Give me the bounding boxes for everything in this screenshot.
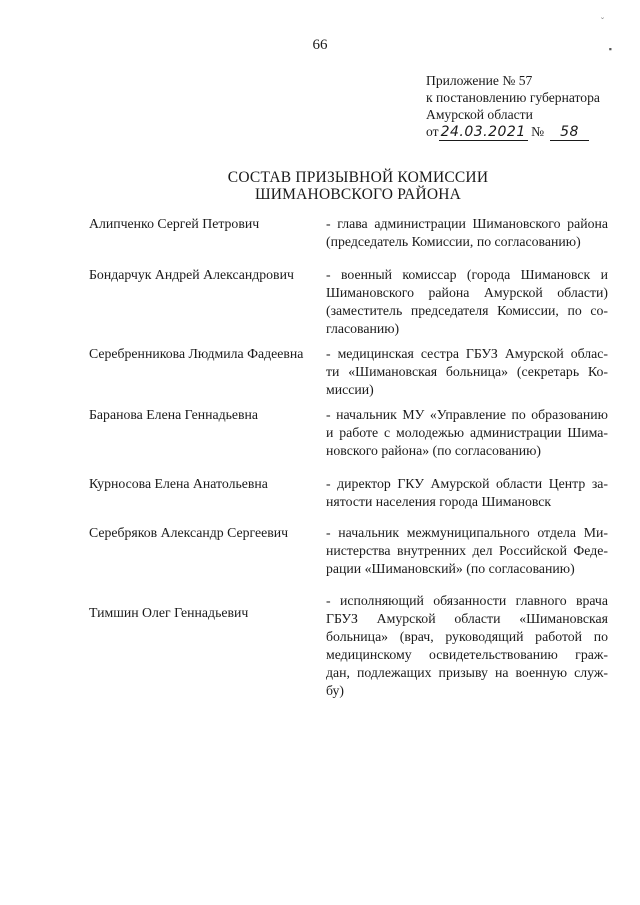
role-line: (заместитель председателя Комиссии, по со-	[326, 303, 608, 318]
title-line: СОСТАВ ПРИЗЫВНОЙ КОМИССИИ	[227, 169, 489, 186]
appendix-date-line	[426, 123, 600, 141]
document-title	[0, 169, 640, 203]
member-role	[326, 345, 608, 399]
member-name: Курносова Елена Анатольевна	[89, 476, 268, 491]
page-number: 66	[312, 37, 328, 53]
role-line: - военный комиссар (города Шимановск и	[326, 267, 608, 282]
appendix-block	[426, 72, 600, 141]
appendix-line: Амурской области	[426, 107, 533, 122]
role-line: дан, подлежащих призыву на военную служ-	[326, 665, 608, 680]
role-line: новского района» (по согласованию)	[326, 443, 542, 458]
role-line: Шимановского района Амурской области)	[326, 285, 608, 300]
member-name: Серебряков Александр Сергеевич	[89, 525, 289, 540]
role-line: - медицинская сестра ГБУЗ Амурской облас-	[326, 346, 608, 361]
role-line: миссии)	[326, 382, 374, 397]
role-line: нистерства внутренних дел Российской Феде-	[326, 543, 608, 558]
role-line: - директор ГКУ Амурской области Центр за-	[326, 476, 608, 491]
appendix-line: Приложение № 57	[426, 73, 533, 88]
scan-mark: ▪	[608, 44, 612, 54]
member-role	[326, 215, 608, 251]
role-line: рации «Шимановский» (по согласованию)	[326, 561, 575, 576]
scan-mark: ˘	[601, 16, 604, 26]
member-role	[326, 406, 608, 460]
role-line: гласованию)	[326, 321, 400, 336]
member-role	[326, 592, 608, 700]
date-prefix: от	[426, 124, 439, 139]
member-name: Алипченко Сергей Петрович	[89, 216, 260, 231]
role-line: - исполняющий обязанности главного врача	[326, 593, 608, 608]
title-line: ШИМАНОВСКОГО РАЙОНА	[254, 186, 462, 203]
role-line: медицинскому освидетельствованию граж-	[326, 647, 608, 662]
role-line: - глава администрации Шимановского района	[326, 216, 608, 231]
role-line: - начальник МУ «Управление по образованию	[326, 407, 608, 422]
member-name: Баранова Елена Геннадьевна	[89, 407, 259, 422]
member-role	[326, 266, 608, 338]
member-role	[326, 524, 608, 578]
number-prefix: №	[531, 124, 545, 139]
role-line: бу)	[326, 683, 344, 698]
role-line: больница» (врач, руководящий работой по	[326, 629, 608, 644]
role-line: - начальник межмуниципального отдела Ми-	[326, 525, 608, 540]
role-line: ГБУЗ Амурской области «Шимановская	[326, 611, 608, 626]
member-role	[326, 475, 608, 511]
role-line: ти «Шимановская больница» (секретарь Ко-	[326, 364, 608, 379]
handwritten-number: 58	[550, 124, 589, 141]
member-name: Бондарчук Андрей Александрович	[89, 267, 294, 282]
member-name: Серебренникова Людмила Фадеевна	[89, 346, 304, 361]
appendix-line: к постановлению губернатора	[426, 90, 600, 105]
role-line: нятости населения города Шимановск	[326, 494, 552, 509]
role-line: и работе с молодежью администрации Шима-	[326, 425, 608, 440]
role-line: (председатель Комиссии, по согласованию)	[326, 234, 581, 249]
handwritten-date: 24.03.2021	[440, 124, 526, 140]
member-name: Тимшин Олег Геннадьевич	[89, 605, 249, 620]
